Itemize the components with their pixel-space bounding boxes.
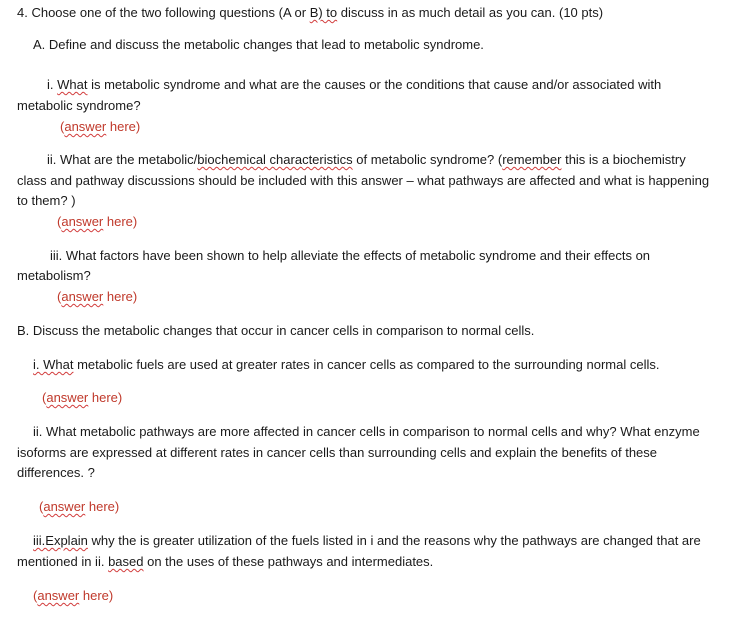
option-b-iii-line2: mentioned in ii. based on the uses of these pathways and intermediates. — [17, 554, 434, 569]
option-a-ii-line2: class and pathway discussions should be included with this answer – what pathways are affected and what is happening — [17, 173, 710, 188]
option-b-i-line1: i. What metabolic fuels are used at greater rates in cancer cells as compared to the surrounding normal cells. — [33, 357, 660, 372]
option-b-ii-line1: ii. What metabolic pathways are more affected in cancer cells in comparison to normal cells and why? What enzyme — [33, 424, 700, 439]
option-a-i-line2: metabolic syndrome? — [17, 98, 141, 113]
option-a-i-line1: i. What is metabolic syndrome and what are the causes or the conditions that cause and/or associated with — [47, 77, 662, 92]
option-a-heading: A. Define and discuss the metabolic changes that lead to metabolic syndrome. — [33, 37, 484, 52]
option-b-iii-answer[interactable]: (answer here) — [33, 588, 114, 603]
option-a-ii-line1: ii. What are the metabolic/biochemical characteristics of metabolic syndrome? (remember this is a biochemistry — [47, 152, 686, 167]
option-a-ii-line3: to them? ) — [17, 193, 76, 208]
option-b-ii-answer[interactable]: (answer here) — [39, 499, 120, 514]
option-b-ii-line3: differences. ? — [17, 465, 95, 480]
option-a-i-answer[interactable]: (answer here) — [60, 119, 141, 134]
option-b-ii-line2: isoforms are expressed at different rates in cancer cells than surrounding cells and explain the benefits of these — [17, 445, 658, 460]
option-a-iii-answer[interactable]: (answer here) — [57, 289, 138, 304]
option-b-i-answer[interactable]: (answer here) — [42, 390, 123, 405]
option-b-iii-line1: iii.Explain why the is greater utilization of the fuels listed in i and the reasons why the pathways are changed that are — [33, 533, 701, 548]
option-a-iii-line1: iii. What factors have been shown to help alleviate the effects of metabolic syndrome and their effects on — [50, 248, 651, 263]
question-header: 4. Choose one of the two following questions (A or B) to discuss in as much detail as you can. (10 pts) — [17, 5, 604, 20]
option-a-ii-answer[interactable]: (answer here) — [57, 214, 138, 229]
option-b-heading: B. Discuss the metabolic changes that occur in cancer cells in comparison to normal cells. — [17, 323, 535, 338]
option-a-iii-line2: metabolism? — [17, 268, 91, 283]
